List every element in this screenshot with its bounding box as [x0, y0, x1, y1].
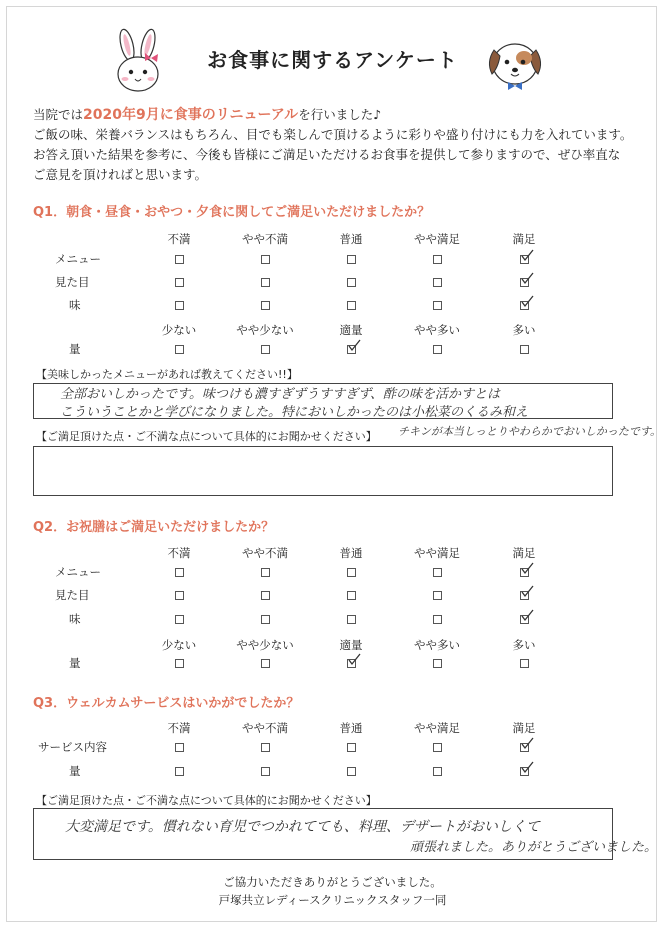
q3-column-header: 不満	[167, 721, 191, 735]
q2-column-header: 満足	[512, 546, 536, 560]
q2-checkbox[interactable]	[175, 591, 184, 600]
q1-checkbox[interactable]	[175, 345, 184, 354]
q2-checkbox[interactable]	[433, 591, 442, 600]
q1-checkbox[interactable]	[261, 301, 270, 310]
q1-column-header: 適量	[339, 323, 363, 337]
q1-menu-note-label: 【美味しかったメニューがあれば教えてください!!】	[36, 368, 298, 381]
q1-row-label: 味	[69, 298, 81, 312]
q3-comment-line-1: 大変満足です。慣れない育児でつかれてても、料理、デザートがおいしくて	[65, 819, 540, 835]
q1-comment-box[interactable]	[33, 446, 613, 496]
check-mark-icon	[520, 609, 534, 623]
q3-checkbox[interactable]	[261, 767, 270, 776]
q1-column-header: やや満足	[414, 232, 460, 246]
q1-checkbox[interactable]	[347, 301, 356, 310]
q3-checkbox[interactable]	[175, 743, 184, 752]
q1-column-header: やや少ない	[236, 323, 294, 337]
q1-row-label: 見た目	[55, 275, 90, 289]
q1-checkbox[interactable]	[520, 255, 529, 264]
q1-checkbox[interactable]	[520, 301, 529, 310]
q1-column-header: 多い	[512, 323, 536, 337]
q2-checkbox[interactable]	[175, 659, 184, 668]
q2-column-header: 多い	[512, 638, 536, 652]
check-mark-icon	[520, 761, 534, 775]
q2-column-header: やや満足	[414, 546, 460, 560]
q1-menu-note-line-2: こういうことかと学びになりました。特においしかったのは小松菜のくるみ和え	[60, 405, 529, 420]
q1-column-header: やや多い	[414, 323, 460, 337]
q1-title: Q1．朝食・昼食・おやつ・夕食に関してご満足いただけましたか？	[33, 205, 431, 220]
q1-checkbox[interactable]	[520, 278, 529, 287]
q1-checkbox[interactable]	[175, 255, 184, 264]
q1-checkbox[interactable]	[433, 278, 442, 287]
q2-column-header: 不満	[167, 546, 191, 560]
q1-checkbox[interactable]	[520, 345, 529, 354]
q1-checkbox[interactable]	[433, 345, 442, 354]
q3-row-label: サービス内容	[38, 740, 107, 754]
q2-checkbox[interactable]	[347, 591, 356, 600]
q2-row-label: 見た目	[55, 588, 90, 602]
q2-checkbox[interactable]	[261, 659, 270, 668]
q3-checkbox[interactable]	[347, 743, 356, 752]
q1-checkbox[interactable]	[347, 255, 356, 264]
q3-checkbox[interactable]	[261, 743, 270, 752]
check-mark-icon	[520, 585, 534, 599]
q1-column-header: やや不満	[242, 232, 288, 246]
q2-checkbox[interactable]	[175, 615, 184, 624]
check-mark-icon	[520, 272, 534, 286]
q2-column-header: やや多い	[414, 638, 460, 652]
q2-checkbox[interactable]	[433, 615, 442, 624]
q3-column-header: やや満足	[414, 721, 460, 735]
q1-checkbox[interactable]	[347, 278, 356, 287]
check-mark-icon	[520, 562, 534, 576]
q3-column-header: やや不満	[242, 721, 288, 735]
q1-checkbox[interactable]	[347, 345, 356, 354]
q2-row-label: メニュー	[55, 565, 101, 579]
q3-checkbox[interactable]	[433, 767, 442, 776]
q1-checkbox[interactable]	[261, 345, 270, 354]
q1-checkbox[interactable]	[433, 301, 442, 310]
q1-comment-side-note: チキンが本当しっとりやわらかでおいしかったです。	[398, 425, 662, 438]
q2-column-header: 適量	[339, 638, 363, 652]
q2-title: Q2．お祝膳はご満足いただけましたか？	[33, 520, 275, 535]
q1-comment-label: 【ご満足頂けた点・ご不満な点について具体的にお聞かせください】	[36, 430, 377, 443]
q2-checkbox[interactable]	[347, 659, 356, 668]
q2-column-header: やや少ない	[236, 638, 294, 652]
q3-title: Q3．ウェルカムサービスはいかがでしたか？	[33, 696, 300, 711]
q2-column-header: 普通	[339, 546, 363, 560]
q2-checkbox[interactable]	[261, 591, 270, 600]
q2-checkbox[interactable]	[261, 615, 270, 624]
q2-checkbox[interactable]	[433, 659, 442, 668]
q1-menu-note-line-1: 全部おいしかったです。味つけも濃すぎずうすすぎず、酢の味を活かすとは	[60, 387, 501, 402]
q1-checkbox[interactable]	[175, 278, 184, 287]
q1-checkbox[interactable]	[261, 278, 270, 287]
intro-line-3: お答え頂いた結果を参考に、今後も皆様にご満足いただけるお食事を提供して参りますので、ぜひ率直な	[33, 147, 621, 162]
check-mark-icon	[347, 339, 361, 353]
q2-checkbox[interactable]	[347, 568, 356, 577]
q2-checkbox[interactable]	[520, 591, 529, 600]
q2-checkbox[interactable]	[433, 568, 442, 577]
q2-checkbox[interactable]	[175, 568, 184, 577]
q1-column-header: 普通	[339, 232, 363, 246]
page-title: お食事に関するアンケート	[207, 48, 458, 72]
q3-checkbox[interactable]	[520, 743, 529, 752]
intro-line-2: ご飯の味、栄養バランスはもちろん、目でも楽しんで頂けるように彩りや盛り付けにも力を入れています。	[33, 127, 633, 142]
q3-comment-line-2: 頑張れました。ありがとうございました。	[410, 840, 658, 855]
q3-checkbox[interactable]	[520, 767, 529, 776]
q3-row-label: 量	[69, 764, 81, 778]
q2-column-header: やや不満	[242, 546, 288, 560]
q2-checkbox[interactable]	[520, 568, 529, 577]
q2-row-label: 量	[69, 656, 81, 670]
q3-column-header: 満足	[512, 721, 536, 735]
q1-row-label: メニュー	[55, 252, 101, 266]
q2-row-label: 味	[69, 612, 81, 626]
intro-line-1: 当院では2020年9月に食事のリニューアルを行いました♪	[33, 107, 382, 123]
footer-signature: 戸塚共立レディースクリニックスタッフ一同	[218, 893, 447, 907]
q3-checkbox[interactable]	[433, 743, 442, 752]
q1-column-header: 不満	[167, 232, 191, 246]
q2-column-header: 少ない	[161, 638, 197, 652]
q1-row-label: 量	[69, 342, 81, 356]
q1-column-header: 満足	[512, 232, 536, 246]
footer-thanks: ご協力いただきありがとうございました。	[223, 875, 442, 889]
q2-checkbox[interactable]	[520, 615, 529, 624]
q3-checkbox[interactable]	[347, 767, 356, 776]
intro-line-4: ご意見を頂ければと思います。	[33, 167, 208, 182]
check-mark-icon	[520, 249, 534, 263]
q3-comment-label: 【ご満足頂けた点・ご不満な点について具体的にお聞かせください】	[36, 794, 377, 807]
q1-column-header: 少ない	[161, 323, 197, 337]
q1-checkbox[interactable]	[175, 301, 184, 310]
q1-checkbox[interactable]	[433, 255, 442, 264]
q1-checkbox[interactable]	[261, 255, 270, 264]
q2-checkbox[interactable]	[261, 568, 270, 577]
q2-checkbox[interactable]	[347, 615, 356, 624]
q3-column-header: 普通	[339, 721, 363, 735]
check-mark-icon	[520, 295, 534, 309]
q3-checkbox[interactable]	[175, 767, 184, 776]
q2-checkbox[interactable]	[520, 659, 529, 668]
check-mark-icon	[347, 653, 361, 667]
check-mark-icon	[520, 737, 534, 751]
